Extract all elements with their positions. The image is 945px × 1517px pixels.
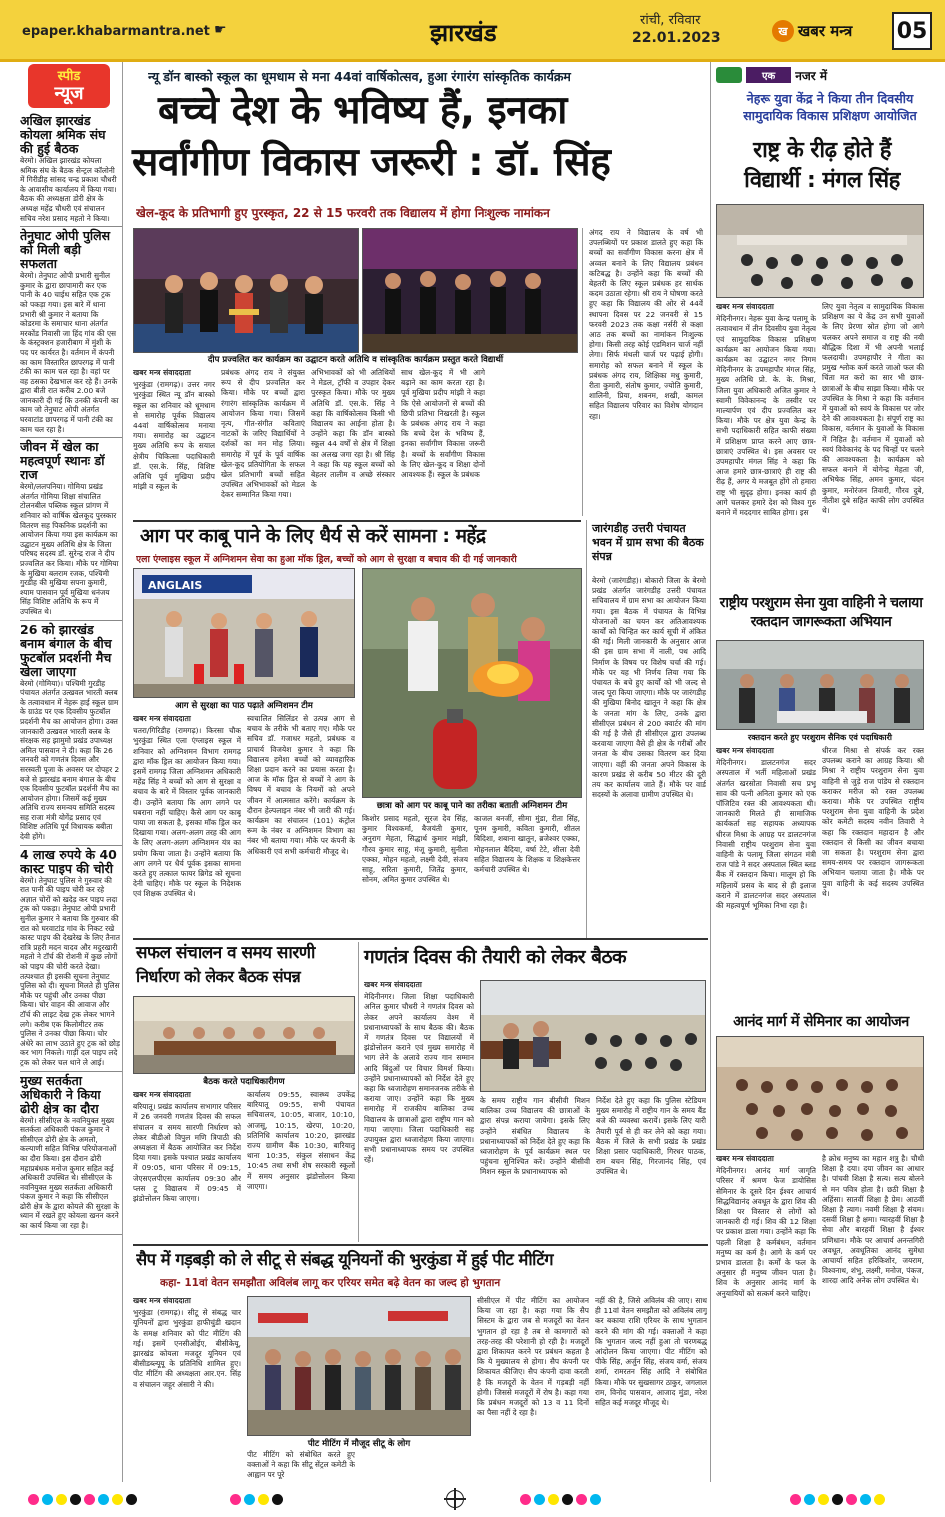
right-top-headline-line2: विद्यार्थी : मंगल सिंह	[744, 168, 900, 193]
right-top-headline-line1: राष्ट्र के रीढ़ होते हैं	[753, 138, 891, 163]
sail-headline: सैप में गड़बड़ी को ले सीटू से संबद्ध यूनियनों की भुरकुंडा में हुई पीट मीटिंग	[136, 1250, 554, 1269]
left-story-body: बेरमो (गोमिया)। पश्चिमी गुरडीह पंचायत अंतर्गत उत्खवल भारती क्लब के तत्वावधान में नेहरू हाई स्कूल ग्राम के ग्राउंड पर एक दिवसीय फुटबॉल प्रदर्शनी मैच का आयोजन होगा। उक्त जानकारी उत्खवल भारती क्लब के संरक्षक सह झामुमो प्रखंड उपाध्यक्ष अमित पासवान ने दी। कहा कि 26 जनवरी को गणतंत्र दिवस और सरस्वती पूजा के अवसर पर दोपहर 2 बजे से झारखंड बनाम बंगाल के बीच एक दिवसीय फुटबॉल प्रदर्शनी मैच का आयोजन होगा। जिसमें कई मुख्य अतिथि राज्य समन्वय समिति सदस्य सह राजा मंत्री योगेंद्र प्रसाद एवं विशिष्ट अतिथि पूर्व विधायक बबीता देवी होंगे।	[20, 678, 120, 842]
lead-photo-dance	[362, 228, 578, 353]
anand-column-2: है क्रोध मनुष्य का महान शत्रु है। चौथी शिक्षा है दया। दया जीवन का आधार है। पांचवी शिक्षा है सत्य। सत्य बोलने से मन पवित्र होता है। छठी शिक्षा है अहिंसा। सातवीं शिक्षा है प्रेम। आठवीं शिक्षा है त्याग। नवमी शिक्षा है संयम। दसवीं शिक्षा है क्षमा। ग्यारहवीं शिक्षा है सेवा और बारहवीं शिक्षा है ईश्वर प्रणिधान। मौके पर आचार्य अनन्तगिरी अवधूत, अवधूतिका आनंद सुमेधा आचार्या सहित हरिकिशोर, जयराम, विश्वनाथ, शंभु, लक्ष्मी, मनोज, पंकज, शारदा आदि अनेक लोग उपस्थित थे।	[822, 1154, 924, 1286]
right-top-column-2: लिए युवा नेतृत्व व सामुदायिक विकास प्रशिक्षण का ये केंद्र उन सभी युवाओं के लिए प्रेरणा स्रोत होगा जो आगे चलकर अपने समाज व राष्ट्र की नयी बौद्धिक दिशा में भी अपनी भलाई फलदायी। उपमहापौर ने गीता का प्रमुख श्लोक कर्म करते जाओ फल की चिंता मत करो का सार भी छात्र-छात्राओं के बीच साझा किया। मौके पर उपस्थित के मिश्रा ने कहा कि वर्तमान में युवाओं को स्वयं के विकास पर जोर देने की आवश्यकता है। संपूर्ण राष्ट्र का विकास, वर्तमान के युवाओं के विकास में निहित है। वर्तमान में युवाओं को स्वयं विवेकानंद के पद चिन्हों पर चलने की आवश्यकता है। कार्यक्रम को सफल बनाने में योगेन्द्र मेहता जी, अभिषेक सिंह, अमन कुमार, चंदन कुमार, मनोरंजन तिवारी, गौरव दुबे, नीतीश दुबे सहित काफी लोग उपस्थित थे।	[822, 302, 924, 516]
stage-photo-image	[134, 229, 359, 353]
seminar-photo-image	[717, 205, 924, 298]
column-divider	[358, 942, 359, 1242]
left-story-body: बेरमो। अखिल झारखंड कोयला श्रमिक संघ के बैठक सेन्ट्रल कॉलोनी में गिरीडीह सांसद चन्द्र प्रकाश चौधरी के आवासीय कार्यालय में किया गया। बैठक की अध्यक्षता डोरी क्षेत्र के अध्यक्ष महेंद्र चौधरी एवं संचालन सचिव नरेश प्रसाद महतो ने किया।	[20, 156, 117, 223]
badge-bottom-text: न्यूज	[54, 83, 84, 104]
meeting-headline-line2: निर्धारण को लेकर बैठक संपन्न	[136, 967, 301, 986]
lead-subhead: खेल-कूद के प्रतिभागी हुए पुरस्कृत, 22 से 15 फरवरी तक विद्यालय में होगा निःशुल्क नामांकन	[136, 206, 550, 220]
color-registration-dots	[520, 1494, 601, 1505]
sail-column-4: नहीं की है, जिसे अविलंब की जाए। साथ ही 11वां वेतन समझौता को अविलंब लागू कर बकाया राशि एरियर के साथ भुगतान करने की मांग की गई। वक्ताओं ने कहा कि भुगतान जल्द नहीं हुआ तो चरणबद्ध आंदोलन किया जाएगा। पीट मीटिंग को पीके सिंह, अर्जुन सिंह, संजय वर्मा, संजय शर्मा, रामरतन सिंह आदि ने संबोधित किया। मौके पर सुखसागर ठाकुर, जगलाल राम, विनोद पासवान, आजाद मुंडा, नरेश सहित कई मजदूर मौजूद थे।	[595, 1296, 707, 1408]
nazar-label: नजर में	[795, 68, 828, 83]
brand-logo	[772, 14, 882, 48]
dance-photo-image	[363, 229, 578, 353]
republic-byline: खबर मन्त्र संवाददाता	[364, 980, 422, 989]
meeting-column-1-text: बरियातू। प्रखंड कार्यालय सभागार परिसर में 26 जनवरी गणतंत्र दिवस की सफल संचालन व समय सारणी निर्धारण को लेकर बीडीओ विपुल मणि त्रिपाठी की अध्यक्षता में बैठक आयोजित कर निर्देश दिया गया। इसके पश्चात प्रखंड कार्यालय में 09:05, थाना परिसर में 09:15, जेएसएलपीएस कार्यालय 09:30 और प्लस टू विद्यालय में 09:45 में झंडोत्तोलन किया जाएगा।	[133, 1102, 241, 1204]
republic-column-2: के समय राष्ट्रीय गान बीसीवी मिशन बालिका उच्च विद्यालय की छात्राओं के द्वारा संपन्न कराया जायेगा। इसके लिए उन्होंने संबंधित विद्यालय के प्रधानाध्यापकों को निर्देश देते हुए कहा कि ध्वजारोहण के पूर्व कार्यक्रम स्थल पर पहुंचना सुनिश्चित करें। उन्होंने बीसीवी मिशन स्कूल के प्रधानाध्यापक को	[480, 1096, 590, 1177]
registration-crosshair-icon	[446, 1490, 464, 1508]
lead-headline-line2: सर्वांगीण विकास जरूरी : डॉ. सिंह	[132, 140, 611, 185]
sail-column-3: सीसीएल में पीट मीटिंग का आयोजन किया जा रहा है। कहा गया कि सैप सिस्टम के द्वारा जब से मजदूरों का वेतन भुगतान हो रहा है तब से कामगारों को तरह-तरह की परेशानी हो रही है। मजदूरों द्वारा शिकायत करने पर प्रबंधन कहता है कि ये मुख्यालय से होगा। सैप कंपनी पर शिकायत कीजिए। सैप कंपनी दावा करती है कि मजदूरों के वेतन में गड़बड़ी नहीं होगी। जिससे मजदूरों में रोष है। कहा गया कि प्रबंधन मजदूरों को 13 व 11 दिनों का पैसा नहीं दे रहा है।	[477, 1296, 589, 1418]
parshuram-byline: खबर मन्त्र संवाददाता	[716, 746, 774, 755]
right-top-kicker: नेहरू युवा केंद्र ने किया तीन दिवसीय सामुदायिक विकास प्रशिक्षण आयोजित	[743, 91, 917, 123]
column-divider	[586, 520, 587, 938]
right-top-byline: खबर मन्त्र संवाददाता	[716, 302, 774, 311]
fire-subhead: एला एंग्लाइस स्कूल में अग्निशमन सेवा का हुआ मॉक ड्रिल, बच्चों को आग से सुरक्षा व बचाव की दी गई जानकारी	[136, 554, 517, 565]
fire-headline: आग पर काबू पाने के लिए धैर्य से करें सामना : महेंद्र	[140, 525, 486, 547]
lead-column-2: प्रबंधक अंगद राय ने संयुक्त रूप से दीप प्रज्वलित कर किया। मौके पर बच्चों द्वारा रंगारंग सांस्कृतिक कार्यक्रम में आयोजन किया गया। जिसमें नृत्य, गीत-संगीत कविताएं नाटकों के जरिए विद्यार्थियों ने दर्शकों का मन मोह लिया। समारोह में पूर्व के पूर्व वार्षिक खेल-कूद प्रतियोगिता के सफल खेल प्रतिभागी बच्चों सहित उपस्थित अभिभावकों को मेडल देकर सम्मानित किया गया।	[221, 368, 305, 500]
parshuram-column-1-text: मेदिनीनगर। डालटनगंज सदर अस्पताल में भर्ती महिलाओं प्रखंड अंतर्गत खरसोता निवासी सच प्रभू साव की पत्नी अनिता कुमार को एक पॉजिटिव रक्त की आवश्यकता थी। जानकारी मिलते ही सामाजिक कार्यकर्ता सह सहायक अध्यापक धीरज मिश्रा के आग्रह पर डालटनगंज निवासी राष्ट्रीय परशुराम सेना युवा वाहिनी के पलामू जिला संगठन मंत्री राज पांडे ने सदर अस्पताल स्थित ब्लड बैंक में रक्तदान किया। मालूम हो कि महिलायें प्रसव के बाद से ही इलाज कराने में डालटनगंज सदर अस्पताल की महत्वपूर्ण भूमिका निभा रहा है।	[716, 758, 816, 911]
ek-label: एक	[746, 67, 791, 83]
left-story-body: बेरमो/ललपनिया। गोमिया प्रखंड अंतर्गत गोमिया शिक्षा संचालित टोलनबील पब्लिक स्कूल प्रांगण में शनिवार को वार्षिक खेलकूद पुरस्कार वितरण सह पिकनिक प्रदर्शनी का आयोजन किया गया इस कार्यक्रम का उद्घाटन मुख्य अतिथि क्षेत्र के जिला परिषद सदस्य डॉ. सुरेन्द्र राज ने दीप प्रज्वलित कर किया। मौके पर गोमिया के मुखिया बलराम रजक, पश्चिमी गुरडीह की मुखिया सपना कुमारी, श्याम पासवान पूर्व मुखिया धनंजय सिंह विशिष्ट अतिथि के रूप में उपस्थित थे।	[20, 482, 119, 616]
color-registration-dots	[790, 1494, 885, 1505]
fire-column-2: स्वचालित सिलिंडर से उत्पन्न आग से बचाव के तरीके भी बताए गए। मौके पर सचिव डॉ. गजाधर महतो, प्रबंधक व प्राचार्य विजयेश कुमार ने कहा कि विद्यालय हमेशा बच्चों को व्यावहारिक शिक्षा प्रदान करने का प्रयास करता है। आज के मॉक ड्रिल से बच्चों ने आग के विषय में बचाव के नियमों को अपने जीवन में आत्मसात करेंगे। कार्यक्रम के दौरान हेल्पलाइन नंबर भी जारी की गई। कार्यक्रम का संचालन (101) कंट्रोल रूम के नंबर व अग्निशमन विभाग का नंबर भी बताया गया। मौके पर कंपनी के अधिकारी एवं सभी कर्मचारी मौजूद थे।	[247, 714, 355, 856]
color-registration-dots	[28, 1494, 137, 1505]
speed-news-column	[20, 62, 123, 1482]
globe-icon	[716, 67, 742, 83]
meeting-photo	[133, 996, 355, 1074]
print-registration-bar	[0, 1484, 945, 1517]
fire-drill-photo-image	[134, 569, 355, 698]
left-story	[20, 846, 122, 1072]
fire-column-3: किशोर प्रसाद महतो, सूरज देव सिंह, कुमार विश्वकर्मा, बैजयंती कुमार, अनुराग मेहता, सिद्धार्थ कुमार मांझी, गौरव कुमार साहू, मंजू कुमारी, सुनीता एक्का, मोहन महतो, लक्ष्मी देवी, संजय साहू, सरिता कुमारी, जितेंद्र कुमार, सोनम, अमित कुमार उपस्थित थे।	[362, 814, 468, 885]
meeting-headline-line1: सफल संचालन व समय सारणी	[136, 943, 315, 963]
edition-date: 22.01.2023	[632, 30, 721, 46]
fire-photo-1-caption: आग से सुरक्षा का पाठ पढ़ाते अग्निशमन टीम	[175, 701, 313, 711]
sail-column-1-text: भुरकुंडा (रामगढ़)। सीटू से संबद्ध चार यूनियनों द्वारा भुरकुंडा हाफीचुंडी खदान के समक्ष शनिवार को पीट मीटिंग की गई। इसमें एनसीओईए, बीसीकेयू, झारखंड कोयला मजदूर यूनियन एवं बीसीडब्ल्यूयू के प्रतिनिधि शामिल हुए। पीट मीटिंग की अध्यक्षता आर.एन. सिंह व संचालन जहूर अंसारी ने की।	[133, 1308, 241, 1389]
meeting-byline: खबर मन्त्र संवाददाता	[133, 1090, 191, 1099]
cursor-icon: ☛	[214, 22, 227, 38]
republic-photo	[480, 980, 706, 1092]
brand-name: खबर मन्त्र	[798, 22, 853, 40]
badge-top-text: स्पीड	[57, 69, 81, 84]
pit-meeting-photo-image	[248, 1297, 471, 1436]
left-story-body: बेरमो। सीसीएल के नवनियुक्त मुख्य सतर्कता अधिकारी पंकज कुमार ने सीसीएल ढोरी क्षेत्र के अमलो, कल्याणी सहित विभिन्न परियोजनाओं का दौरा किया। इस दौरान ढोरी महाप्रबंधक मनोज कुमार सहित कई अधिकारी उपस्थित थे। सीसीएल के नवनियुक्त मुख्य सतर्कता अधिकारी पंकज कुमार ने कहा कि सीसीएल ढोरी क्षेत्र के द्वारा कोयले की सुरक्षा के ध्यान में रखते हुए कोयला खनन करने का कार्य किया जा रहा है।	[20, 1115, 119, 1231]
anand-photo	[716, 1036, 924, 1150]
fire-column-1-text: चतरा/गिरिडीह (रामगढ़)। किरसा चौक भुरकुंडा स्थित एला एंग्लाइस स्कूल में शनिवार को अग्निशमन विभाग रामगढ़ द्वारा मॉक ड्रिल का आयोजन किया गया। इसमें रामगढ़ जिला अग्निशमन अधिकारी महेंद्र सिंह ने बच्चों को आग से सुरक्षा व बचाव के बारे में विस्तार पूर्वक जानकारी दी। उन्होंने बताया कि आग लगने पर घबराना नहीं चाहिए। कैसे आग पर काबू पाया जा सकता है, इसका मॉक ड्रिल कर दिखाया गया। अलग-अलग तरह की आग के लिए अलग-अलग अग्निशमन यंत्र का प्रयोग किया जाता है। उन्होंने बताया कि आग लगने पर धैर्य पूर्वक इसका सामना करते हुए तत्काल फायर ब्रिगेड को सूचना देनी चाहिए। मौके पर स्कूल के निदेशक एवं शिक्षक उपस्थित थे।	[133, 726, 241, 899]
anand-column-1	[716, 1154, 816, 1480]
republic-column-1	[364, 980, 474, 1242]
left-story-title: तेनुघाट ओपी पुलिस को मिली बड़ी सफलता	[20, 228, 111, 272]
left-story-title: 26 को झारखंड बनाम बंगाल के बीच फुटबॉल प्रदर्शनी मैच खेला जाएगा	[20, 621, 112, 679]
left-story-body: बेरमो। तेनुघाट पुलिस ने गुरुवार की रात पानी की पाइप चोरी कर रहे अज्ञात चोरों को खदेड़ कर पाइप लदा ट्रक को पकड़ा। तेनुघाट ओपी प्रभारी सुनील कुमार ने बताया कि गुरुवार की रात को घरवाटांड गांव के निकट रखे कास्ट पाइप की देखरेख के लिए तैनात रात्रि प्रहरी मदन यादव और मदुरखारी महतो ने टॉर्च की रोशनी में कुछ लोगों को पाइप की चोरी करते देखा। तत्पश्चात ही इसकी सूचना तेनुघाट पुलिस को दी। सूचना मिलते ही पुलिस मौके पर पहुंची और उनका पीछा किया। चोर वाहन की आवाज और टॉर्च की लाइट देख ट्रक लेकर भागने लगे। करीब एक किलोमीटर तक पुलिस ने उनका पीछा किया। चोर अंधेरे का लाभ उठाते हुए ट्रक को छोड़ कर भाग निकले। गाड़ी दल पाइप लदे ट्रक को लेकर चल थाने ले आई।	[20, 875, 120, 1067]
left-story	[20, 438, 122, 620]
lead-headline-line1: बच्चे देश के भविष्य हैं, इनका	[158, 88, 567, 133]
fire-photo-2-caption: छात्रा को आग पर काबू पाने का तरीका बताती अग्निशमन टीम	[376, 801, 568, 811]
anand-byline: खबर मन्त्र संवाददाता	[716, 1154, 774, 1163]
republic-headline: गणतंत्र दिवस की तैयारी को लेकर बैठक	[364, 946, 627, 968]
column-divider	[582, 228, 583, 516]
anand-column-1-text: मेदिनीनगर। आनंद मार्ग जागृति परिसर में श्रमण फेज डायोसिस सेमिनार के दूसरे दिन ईश्वर आचार्य सिद्धविद्यानंद अवधूत के द्वारा शिव की शिक्षा पर विस्तार से लोगों को जानकारी दी गई। शिव की 12 शिक्षा पर प्रकाश डाला गया। उन्होंने कहा कि पहली शिक्षा है कर्मबंधन, वर्तमान मनुष्य का कर्म है। आगे के कर्म पर प्रभाव डालता है। कर्मों के फल के अनुसार ही मनुष्य जीवन पाता है। शिव के अनुसार आनंद मार्ग के अनुयायियों को सत्कर्म करने चाहिए।	[716, 1166, 816, 1298]
place-day: रांची, रविवार	[640, 13, 701, 28]
section-title: झारखंड	[430, 19, 497, 47]
ek-nazar-banner	[716, 66, 926, 84]
meeting-caption: बैठक करते पदाधिकारीगण	[203, 1077, 285, 1087]
section-rule	[133, 1244, 708, 1246]
fire-photo-2	[362, 568, 582, 798]
parshuram-column-2: धीरज मिश्रा से संपर्क कर रक्त उपलब्ध कराने का आग्रह किया। श्री मिश्रा ने राष्ट्रीय परशुराम सेना युवा वाहिनी से जुड़े राज पांडेय से रक्तदान कराकर मरीज को रक्त उपलब्ध कराया। मौके पर उपस्थित राष्ट्रीय परशुराम सेना युवा वाहिनी के प्रदेश कोर कमेटी सदस्य नवीन तिवारी ने कहा कि रक्तदान महादान है और रक्तदान से किसी का जीवन बचाया जा सकता है। परशुराम सेना द्वारा समय-समय पर रक्तदान जागरूकता अभियान चलाया जाता है। मौके पर युवा वाहिनी के कई सदस्य उपस्थित थे।	[822, 746, 924, 898]
meeting-column-1	[133, 1090, 241, 1240]
sail-column-1	[133, 1296, 241, 1482]
lead-kicker: न्यू डॉन बास्को स्कूल का धूमधाम से मना 44वां वार्षिकोत्सव, हुआ रंगारंग सांस्कृतिक कार्यक्रम	[148, 69, 571, 84]
republic-meeting-photo-image	[481, 981, 706, 1092]
sail-column-2: पीट मीटिंग को संबोधित करते हुए वक्ताओं ने कहा कि सीटू सेंट्रल कमेटी के आह्वान पर पूरे	[247, 1450, 355, 1480]
anand-headline: आनंद मार्ग में सेमिनार का आयोजन	[733, 1014, 909, 1030]
lead-column-4: साथ खेल-कूद में भी आगे बढ़ाने का काम करता रहा है। पूर्व मुखिया प्रदीप मांझी ने कहा कि ऐसे आयोजनों से बच्चों की छिपी प्रतिभा निखरती है। स्कूल के प्रबंधक अंगद राय ने कहा कि बच्चे देश के भविष्य हैं, इनका सर्वांगीण विकास जरूरी है। बच्चों के सर्वांगीण विकास के लिए खेल-कूद व शिक्षा दोनों आवश्यक हैं। स्कूल के प्रबंधक	[401, 368, 485, 480]
left-story	[20, 227, 122, 438]
site-url[interactable]: epaper.khabarmantra.net	[22, 24, 210, 39]
sail-photo	[247, 1296, 471, 1436]
meeting-photo-image	[134, 997, 355, 1074]
lead-column-1	[133, 368, 215, 516]
fire-column-1	[133, 714, 241, 936]
masthead	[0, 0, 945, 62]
school-sign-text: ANGLAIS	[148, 579, 203, 592]
fire-byline: खबर मन्त्र संवाददाता	[133, 714, 191, 723]
extinguisher-photo-image	[363, 569, 582, 798]
republic-column-1-text: मेदिनीनगर। जिला शिक्षा पदाधिकारी अनिल कुमार चौधरी ने गणतंत्र दिवस को लेकर अपने कार्यालय वेश्म में प्रधानाध्यापकों के साथ बैठक की। बैठक में गणतंत्र दिवस पर विद्यालयों में झंडोत्तोलन कराने एवं मुख्य समारोह में भाग लेने के अलावे राज्य गान सम्मान आदि बिंदुओं पर विचार विमर्श किया। उन्होंने प्रधानाध्यापकों को निर्देश देते हुए कहा कि ध्वजारोहण समानजनक तरीके से कराया जाए। उन्होंने कहा कि मुख्य समारोह में राजकीय बालिका उच्च विद्यालय के छात्राओं द्वारा राष्ट्रीय गान को गाया जाएगा। जिला पदाधिकारी सह उपायुक्त द्वारा ध्वजारोहण किया जाएगा। सभी प्रधानाध्यापक समय पर उपस्थित रहें।	[364, 992, 474, 1165]
parshuram-photo	[716, 640, 924, 730]
left-story	[20, 112, 122, 227]
section-rule	[133, 938, 708, 940]
lead-column-5: अंगद राय ने विद्यालय के वर्ष भी उपलब्धियों पर प्रकाश डालते हुए कहा कि बच्चों का सर्वांगीण विकास करना क्षेत्र में अव्वल बनाने के लिए विद्यालय प्रबंधन कटिबद्ध है। उन्होंने कहा कि बच्चों की बेहतरी के लिए स्कूल प्रबंधक हर सार्थक कदम उठाता रहेगा। श्री राय ने घोषणा करते हुए कहा कि विद्यालय की ओर से 44वें स्थापना दिवस पर 22 जनवरी से 15 फरवरी 2023 तक कक्षा नर्सरी से कक्षा आठ तक बच्चों का नामांकन निःशुल्क होगा। किसी तरह कोई एडमिशन चार्ज नहीं लेगा। सिर्फ मंथली चार्ज पर पढ़ाई होगी। समारोह को सफल बनाने में स्कूल के प्रबंधक अंगद राय, शिक्षिका मधु कुमारी, रीता कुमारी, संतोष कुमार, ज्योति कुमारी, शालिनी, प्रिया, शबनम, शखी, कामल सहित विद्यालय परिवार का विशेष योगदान रहा।	[589, 228, 703, 421]
column-divider	[710, 62, 711, 1482]
lead-photo-stage	[133, 228, 359, 353]
left-story	[20, 621, 122, 846]
left-story-title: जीवन में खेल का महत्वपूर्ण स्थानः डॉ राज	[20, 439, 105, 483]
fire-column-4: काजल बनर्जी, सीमा मुंडा, रीता सिंह, पूनम कुमारी, कविता कुमारी, शीतल बिदिशा, शबाना खातून, ब्रजेश्वर एक्का, मोहनलाल बैदिया, वर्षा टेटे, शीला देवी सहित विद्यालय के शिक्षक व शिक्षकेत्तर कर्मचारी उपस्थित थे।	[474, 814, 580, 875]
speed-news-badge	[28, 64, 110, 108]
fire-photo-1	[133, 568, 355, 698]
meeting-column-2: कार्यालय 09:55, स्वास्थ्य उपकेंद्र बारियातू 09:55, सभी पंचायत सचिवालय, 10:05, बाजार, 10:10, आजसू, 10:15, खेरपा, 10:20, प्रतिनिधि कार्यालय 10:20, झारखंड राज्य ग्रामीण बैंक 10:30, बारियातू थाना 10:35, संकुल संसाधन केंद्र 10:45 तथा सभी शेष सरकारी स्कूलों में समय अनुसार झंडोत्तोलन किया जाएगा।	[247, 1090, 355, 1191]
sail-caption: पीट मीटिंग में मौजूद सीटू के लोग	[307, 1439, 411, 1449]
lead-byline: खबर मन्त्र संवाददाता	[133, 368, 191, 377]
left-story-title: 4 लाख रुपये के 40 कास्ट पाइप की चोरी	[20, 846, 117, 876]
left-story-title: मुख्य सतर्कता अधिकारी ने किया ढोरी क्षेत्र का दौरा	[20, 1072, 101, 1116]
brand-icon: ख	[772, 20, 794, 42]
parshuram-headline: राष्ट्रीय परशुराम सेना युवा वाहिनी ने चलाया रक्तदान जागरूकता अभियान	[719, 595, 923, 630]
sail-byline: खबर मन्त्र संवाददाता	[133, 1296, 191, 1305]
sail-subhead: कहा- 11वां वेतन समझौता अविलंब लागू कर एरियर समेत बढ़े वेतन का जल्द हो भुगतान	[160, 1277, 501, 1289]
right-top-column-1	[716, 302, 816, 592]
panchayat-column: बेरमो (जारंगडीह)। बोकारो जिला के बेरमो प्रखंड अंतर्गत जारंगडीह उत्तरी पंचायत सचिवालय में ग्राम सभा का आयोजन किया गया। इस बैठक में पंचायत के विभिन्न योजनाओं का चयन कर अतिआवश्यक कार्यों को चिन्हित कर कार्य सूची में अंकित की गई। मिली जानकारी के अनुसार आज की इस ग्राम सभा में नाली, पथ आदि निर्माण के विषय पर विशेष चर्चा की गई। मौके पर यह भी निर्णय लिया गया कि पंचायत के बचे हुए कार्यों को भी जल्द से जल्द पूरा किया जाएगा। मौके पर जारंगडीह की मुखिया बिनोद खातून ने कहा कि क्षेत्र के जनता मांग के लिए, उनके द्वारा सीसीएल प्रबंधन से 200 क्वार्टर की मांग की गई है जैसे ही सीसीएल द्वारा उपलब्ध करवाया जाएगा वैसे ही क्षेत्र के गरीबों और जनता के बीच उसका वितरण कर दिया जाएगा। वहीं की जनता अपने विकास के कारण प्रखंड से करीब 50 मीटर की दूरी तय कर कार्यालय जाते हैं। मौके पर वार्ड सदस्यों के अलावा ग्रामीण उपस्थित थे।	[592, 576, 706, 800]
lead-column-1-text: भुरकुंडा (रामगढ़)। उत्तर नगर भुरकुंडा स्थित न्यू डॉन बास्को स्कूल का शनिवार को धूमधाम से समारोह पूर्वक विद्यालय 44वां वार्षिकोत्सव मनाया गया। समारोह का उद्घाटन मुख्य अतिथि रूप के सयाल क्षेत्रीय चिकित्सा पदाधिकारी डॉ. एस.के. सिंह, विशिष्ट अतिथि पूर्व मुखिया प्रदीप मांझी व स्कूल के	[133, 380, 215, 492]
left-story-title: अखिल झारखंड कोयला श्रमिक संघ की हुई बैठक	[20, 113, 106, 156]
blood-donation-photo-image	[717, 641, 924, 730]
parshuram-column-1	[716, 746, 816, 1008]
republic-column-3: निर्देश देते हुए कहा कि पुलिस स्टेडियम मुख्य समारोह में राष्ट्रीय गान के समय बैंड बजे की व्यवस्था करायें। इसके लिए यारी तैयारी पूर्व से ही कर लेने को कहा गया। बैठक में जिले के सभी प्रखंड के प्रखंड शिक्षा प्रसार पदाधिकारी, गिरधर पाठक, राम बचन सिंह, गिरजानंद सिंह, एवं उपस्थित थे।	[596, 1096, 706, 1177]
anand-seminar-photo-image	[717, 1037, 924, 1150]
lead-column-3: अभिभावकों को भी अतिथियों ने मेडल, ट्रॉफी व उपहार देकर पुरस्कृत किया। मौके पर मुख्य अतिथि डॉ. एस.के. सिंह ने कहा कि वार्षिकोत्सव किसी भी विद्यालय का आईना होता है। उन्होंने कहा कि डॉन बास्को स्कूल 44 वर्षों से क्षेत्र में शिक्षा का अलख जगा रहा है। श्री सिंह ने कहा कि यह स्कूल बच्चों को बेहतर तालीम व अच्छे संस्कार के	[311, 368, 395, 490]
left-story-body: बेरमो। तेनुघाट ओपी प्रभारी सुनील कुमार के द्वारा छापामारी कर एक पानी के 40 चाईथ सहित एक ट्रक को पकड़ा गया। इस बारे में थाना प्रभारी श्री कुमार ने बताया कि कोडरमा के समाचार थाना अंतर्गत मरकोंड निवासी जा हिंद गांव की एस के कंस्ट्रक्शन हजारीबाग में मुंशी के पद पर कार्यरत है। वर्तमान में कंपनी का काम विस्तारित छापरगढ़ में पानी टंकी का काम चल रहा है। वहां पर वह ठसका देखभाल कर रहे हैं। उनके द्वारा बीती रात करीब 2.00 बजे जानकारी दी गई कि उनकी कंपनी का काम जो तेनुघाट ओपी अंतर्गत घरवाटांड छापरगढ़ में पानी टंकी का काम चल रहा है।	[20, 271, 119, 434]
parshuram-caption: रक्तदान करते हुए परशुराम सैनिक एवं पदाधिकारी	[748, 733, 892, 742]
page-number: 05	[892, 12, 932, 50]
right-top-column-1-text: मेदिनीनगर। नेहरू युवा केन्द्र पलामू के तत्वावधान में तीन दिवसीय युवा नेतृत्व एवं सामुदायिक विकास प्रशिक्षण कार्यक्रम का आयोजन किया गया। कार्यक्रम का उद्घाटन नगर निगम मेदिनीनगर के उपमहापौर मंगल सिंह, मुख्य अतिथि प्रो. के. के. मिश्रा, जिला युवा अधिकारी अजित कुमार ने स्वामी विवेकानन्द के तस्वीर पर माल्यार्पण एवं दीप प्रज्वलित कर किया। मौके पर क्षेत्र युवा केन्द्र के सभी पदाधिकारी सहित काफी संख्या में प्रशिक्षण प्राप्त करने आए छात्र-छात्राएं उपस्थित थे। इस अवसर पर उपमहापौर मंगल सिंह ने कहा कि आज हमारे छात्र-छात्राएं ही राष्ट्र की रीढ़ हैं, अगर ये मजबूत होंगे तो हमारा राष्ट्र भी सुदृढ़ होगा। इनका कार्य ही आगे चलकर हमारे देश को विश्व गुरु बनाने में मददगार साबित होगा। इस	[716, 314, 816, 518]
panchayat-headline: जारंगडीह उत्तरी पंचायत भवन में ग्राम सभा की बैठक संपन्न	[592, 522, 704, 563]
left-story	[20, 1072, 122, 1235]
color-registration-dots	[230, 1494, 283, 1505]
right-top-photo	[716, 204, 924, 298]
lead-photo-caption: दीप प्रज्वलित कर कार्यक्रम का उद्घाटन करते अतिथि व सांस्कृतिक कार्यक्रम प्रस्तुत करते विद्यार्थी	[207, 355, 504, 365]
